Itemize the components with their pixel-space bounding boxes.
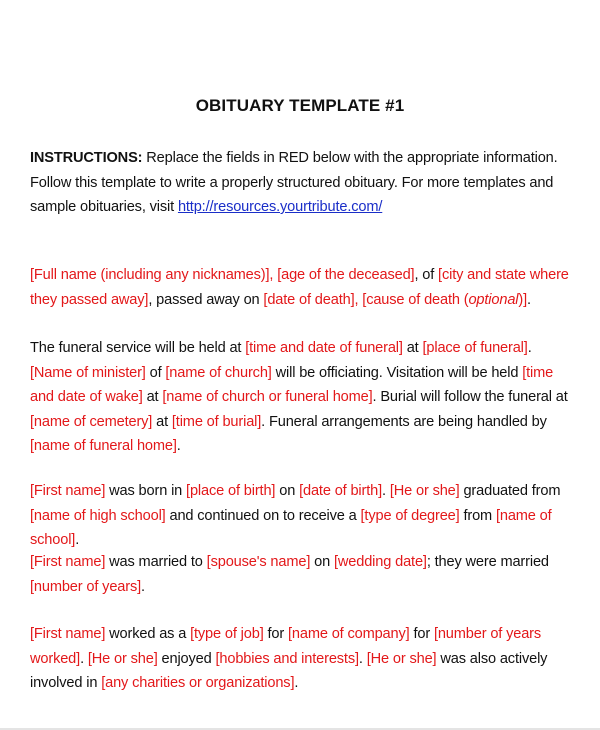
paragraph-text: . Burial will follow the funeral at: [372, 389, 568, 405]
paragraph-marriage: [30, 550, 570, 599]
paragraph-text: The funeral service will be held at: [30, 340, 246, 356]
paragraph-text: .: [141, 578, 145, 595]
paragraph-text: .: [527, 340, 532, 356]
placeholder-field: [name of company]: [287, 626, 410, 642]
placeholder-field: [name of cemetery]: [30, 413, 153, 430]
paragraph-text: of: [145, 364, 166, 381]
paragraph-text: and continued on to receive a: [165, 507, 361, 524]
placeholder-field: [Full name (including any nicknames)], [age of the deceased]: [30, 267, 415, 283]
placeholder-field: [hobbies and interests]: [215, 650, 359, 667]
placeholder-field: [name of school]: [30, 507, 552, 548]
paragraph-text: at: [402, 340, 423, 356]
placeholder-field-optional: optional: [468, 291, 519, 308]
paragraph-text: .: [527, 291, 531, 308]
paragraph-text: was married to: [105, 554, 207, 570]
instructions-text: Replace the fields in RED below with the appropriate information. Follow this template to write a properly structured obituary. For more templates and sample obituaries, visit: [30, 150, 558, 215]
paragraph-text: at: [142, 389, 163, 405]
paragraph-text: for: [263, 626, 288, 642]
paragraph-text: , of: [414, 267, 439, 283]
paragraph-death-notice: [30, 263, 570, 312]
placeholder-field: [First name]: [30, 483, 106, 499]
paragraph-text: . Funeral arrangements are being handled by: [261, 413, 547, 430]
placeholder-field: [number of years worked]: [30, 626, 542, 667]
placeholder-field: [name of funeral home]: [30, 438, 177, 454]
paragraph-text: from: [459, 507, 496, 524]
placeholder-field: [He or she]: [87, 650, 158, 667]
placeholder-field: [place of birth]: [186, 483, 276, 499]
page-title: OBITUARY TEMPLATE #1: [195, 96, 405, 115]
paragraph-text: was born in: [105, 483, 187, 499]
paragraph-text: will be officiating. Visitation will be held: [271, 364, 523, 381]
placeholder-field: [date of birth]: [299, 483, 383, 499]
placeholder-field: [Name of minister]: [30, 364, 146, 381]
placeholder-field: [date of death], [cause of death (: [263, 291, 469, 308]
paragraph-text: .: [358, 650, 367, 667]
paragraph-text: on: [310, 554, 334, 570]
instructions-paragraph: [30, 146, 570, 220]
paragraph-text: on: [275, 483, 300, 499]
placeholder-field: [number of years]: [30, 578, 142, 595]
paragraph-text: for: [409, 626, 434, 642]
placeholder-field: [First name]: [30, 554, 106, 570]
paragraph-birth-education: [30, 479, 570, 553]
placeholder-field: [city and state where they passed away]: [30, 267, 569, 308]
placeholder-field: [type of job]: [190, 626, 264, 642]
paragraph-text: graduated from: [459, 483, 561, 499]
paragraph-text: at: [152, 413, 172, 430]
paragraph-career-hobbies: [30, 622, 570, 696]
instructions-label: INSTRUCTIONS:: [30, 150, 143, 166]
placeholder-field: [any charities or organizations]: [101, 675, 295, 691]
placeholder-field: [place of funeral]: [422, 340, 528, 356]
paragraph-text: , passed away on: [148, 291, 264, 308]
paragraph-funeral-service: [30, 336, 570, 459]
resources-link[interactable]: http://resources.yourtribute.com/: [177, 199, 383, 215]
paragraph-text: .: [176, 438, 181, 454]
placeholder-field: [time and date of wake]: [30, 364, 554, 405]
placeholder-field: [name of church]: [165, 364, 272, 381]
placeholder-field: [type of degree]: [360, 507, 460, 524]
placeholder-field: [wedding date]: [333, 554, 427, 570]
paragraph-text: .: [294, 675, 299, 691]
placeholder-field: [First name]: [30, 626, 106, 642]
placeholder-field: [time of burial]: [171, 413, 262, 430]
placeholder-field: [He or she]: [389, 483, 460, 499]
paragraph-text: ; they were married: [426, 554, 549, 570]
placeholder-field: )]: [518, 291, 528, 308]
paragraph-text: .: [80, 650, 88, 667]
placeholder-field: [time and date of funeral]: [245, 340, 403, 356]
paragraph-text: was also actively involved in: [30, 650, 548, 691]
placeholder-field: [name of high school]: [30, 507, 166, 524]
paragraph-text: enjoyed: [157, 650, 216, 667]
placeholder-field: [He or she]: [366, 650, 437, 667]
placeholder-field: [spouse's name]: [206, 554, 311, 570]
placeholder-field: [name of church or funeral home]: [162, 389, 373, 405]
paragraph-text: worked as a: [105, 626, 191, 642]
paragraph-text: .: [75, 532, 80, 548]
paragraph-text: .: [382, 483, 390, 499]
